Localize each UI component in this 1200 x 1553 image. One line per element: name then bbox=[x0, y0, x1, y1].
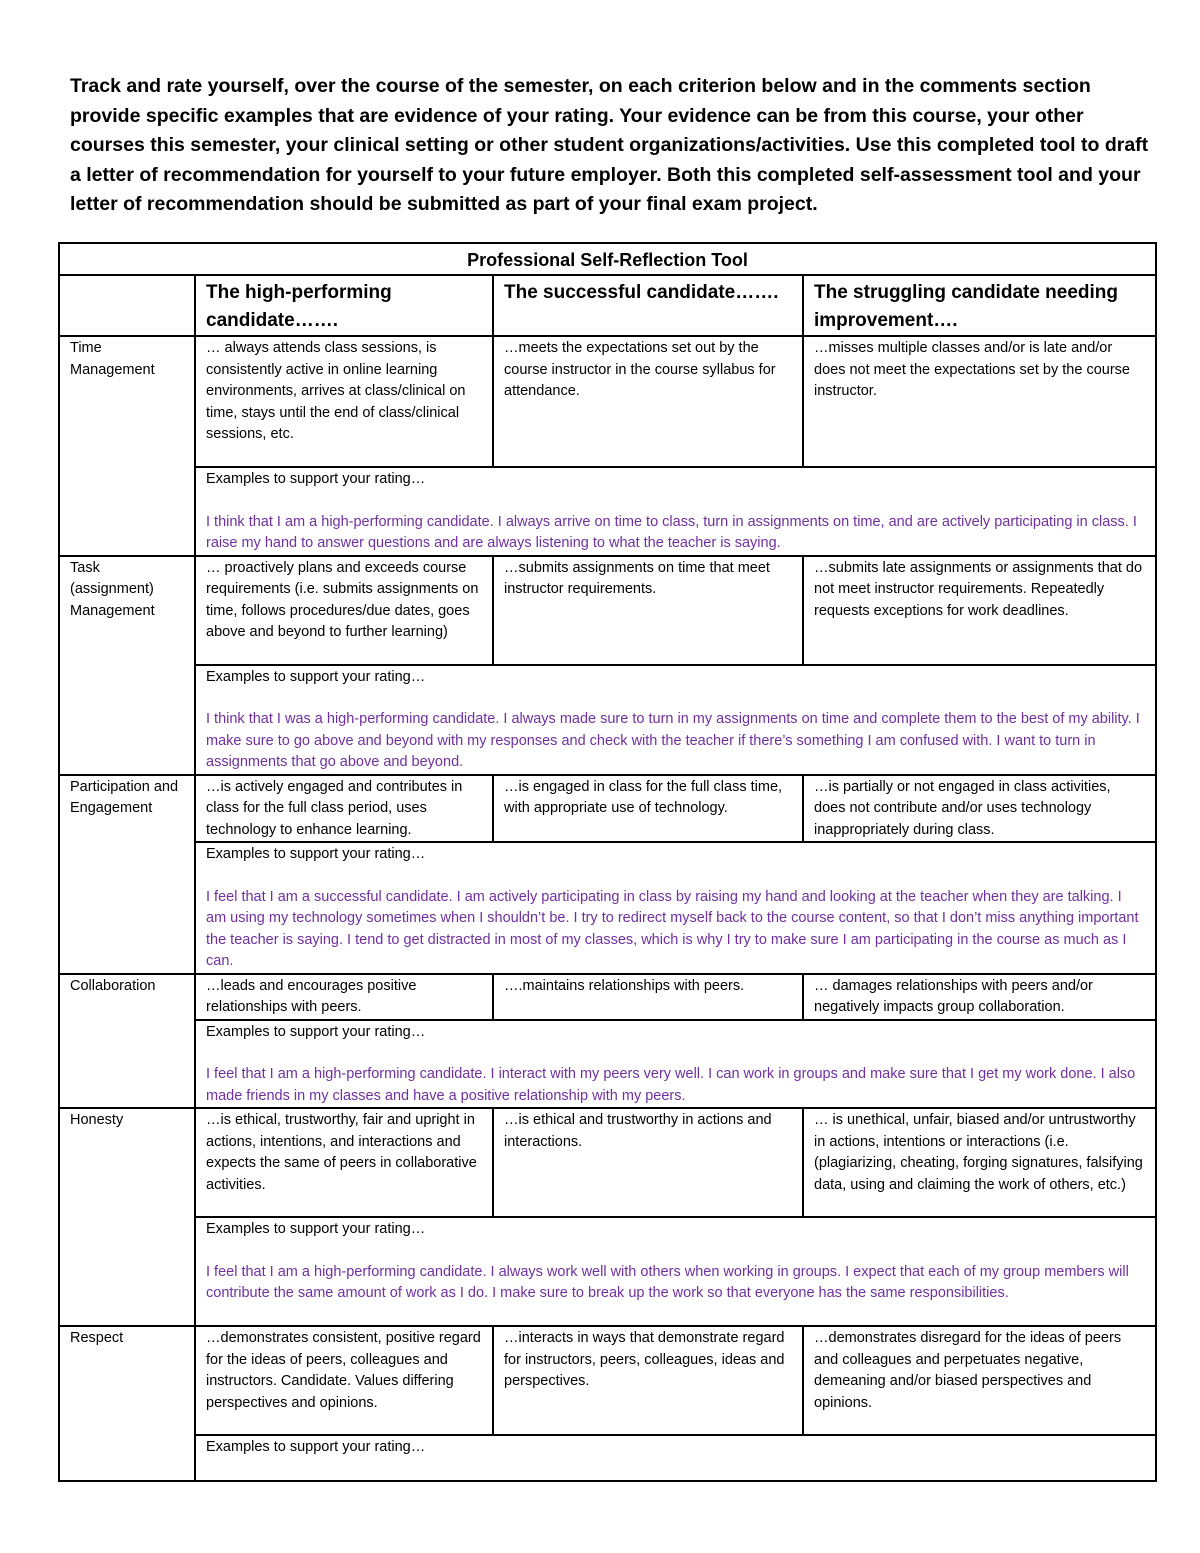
criterion-continuation bbox=[59, 1217, 195, 1326]
examples-cell bbox=[195, 1435, 1156, 1481]
table-row bbox=[59, 1326, 1156, 1435]
criterion-label: Honesty bbox=[59, 1108, 195, 1217]
struggling-description: …is partially or not engaged in class activities, does not contribute and/or uses technology inappropriately during class. bbox=[803, 775, 1156, 843]
instructions-paragraph: Track and rate yourself, over the course of the semester, on each criterion below and in the comments section provide specific examples that are evidence of your rating. Your evidence can be from this course, your other courses this semester, your clinical setting or other student organizations/activities. Use this completed tool to draft a letter of recommendation for yourself to your future employer. Both this completed self-assessment tool and your letter of recommendation should be submitted as part of your final exam project. bbox=[70, 75, 1149, 215]
table-row bbox=[59, 336, 1156, 467]
table-row bbox=[59, 974, 1156, 1020]
examples-label: Examples to support your rating… bbox=[206, 471, 426, 487]
successful-description: ….maintains relationships with peers. bbox=[493, 974, 803, 1020]
criterion-continuation bbox=[59, 842, 195, 974]
examples-cell bbox=[195, 467, 1156, 556]
criterion-continuation bbox=[59, 467, 195, 556]
examples-cell bbox=[195, 842, 1156, 974]
examples-cell bbox=[195, 665, 1156, 775]
header-high-performing: The high-performing candidate……. bbox=[195, 275, 493, 336]
criterion-continuation bbox=[59, 1435, 195, 1481]
header-blank bbox=[59, 275, 195, 336]
criterion-label: Respect bbox=[59, 1326, 195, 1435]
successful-description: …is engaged in class for the full class time, with appropriate use of technology. bbox=[493, 775, 803, 843]
high-performing-description: …is ethical, trustworthy, fair and upright in actions, intentions, and interactions and expects the same of peers in collaborative activities. bbox=[195, 1108, 493, 1217]
examples-row bbox=[59, 1020, 1156, 1109]
high-performing-description: … always attends class sessions, is consistently active in online learning environments, arrives at class/clinical on time, stays until the end of class/clinical sessions, etc. bbox=[195, 336, 493, 467]
examples-cell bbox=[195, 1020, 1156, 1109]
example-response: I feel that I am a high-performing candidate. I always work well with others when working in groups. I expect that each of my group members will contribute the same amount of work as I do. I make sure to break up the work so that everyone has the same responsibilities. bbox=[206, 1263, 1129, 1301]
header-struggling: The struggling candidate needing improvement…. bbox=[803, 275, 1156, 336]
high-performing-description: …demonstrates consistent, positive regard for the ideas of peers, colleagues and instructors. Candidate. Values differing perspectives and opinions. bbox=[195, 1326, 493, 1435]
struggling-description: …demonstrates disregard for the ideas of peers and colleagues and perpetuates negative, demeaning and/or biased perspectives and opinions. bbox=[803, 1326, 1156, 1435]
struggling-description: …submits late assignments or assignments that do not meet instructor requirements. Repeatedly requests exceptions for work deadlines. bbox=[803, 556, 1156, 665]
successful-description: …submits assignments on time that meet instructor requirements. bbox=[493, 556, 803, 665]
examples-label: Examples to support your rating… bbox=[206, 846, 426, 862]
criterion-label: Participation and Engagement bbox=[59, 775, 195, 843]
successful-description: …meets the expectations set out by the course instructor in the course syllabus for attendance. bbox=[493, 336, 803, 467]
criterion-label: Time Management bbox=[59, 336, 195, 467]
high-performing-description: …leads and encourages positive relationships with peers. bbox=[195, 974, 493, 1020]
examples-row bbox=[59, 1217, 1156, 1326]
successful-description: …interacts in ways that demonstrate regard for instructors, peers, colleagues, ideas and perspectives. bbox=[493, 1326, 803, 1435]
struggling-description: … is unethical, unfair, biased and/or untrustworthy in actions, intentions or interactions (i.e. (plagiarizing, cheating, forging signatures, falsifying data, using and claiming the work of others, etc.) bbox=[803, 1108, 1156, 1217]
examples-label: Examples to support your rating… bbox=[206, 668, 426, 685]
successful-description: …is ethical and trustworthy in actions and interactions. bbox=[493, 1108, 803, 1217]
examples-row bbox=[59, 842, 1156, 974]
examples-cell bbox=[195, 1217, 1156, 1326]
struggling-description: … damages relationships with peers and/or negatively impacts group collaboration. bbox=[803, 974, 1156, 1020]
examples-label: Examples to support your rating… bbox=[206, 1023, 426, 1040]
struggling-description: …misses multiple classes and/or is late and/or does not meet the expectations set by the course instructor. bbox=[803, 336, 1156, 467]
criterion-label: Task (assignment) Management bbox=[59, 556, 195, 665]
table-row bbox=[59, 1108, 1156, 1217]
table-row bbox=[59, 556, 1156, 665]
example-response: I think that I was a high-performing candidate. I always made sure to turn in my assignments on time and complete them to the best of my ability. I make sure to go above and beyond with my responses and check with the teacher if there’s something I am confused with. I want to turn in assignments that go above and beyond. bbox=[206, 711, 1140, 770]
examples-row bbox=[59, 467, 1156, 556]
table-row bbox=[59, 775, 1156, 843]
example-response: I feel that I am a high-performing candidate. I interact with my peers very well. I can work in groups and make sure that I get my work done. I also made friends in my classes and have a positive relationship with my peers. bbox=[206, 1066, 1136, 1104]
criterion-continuation bbox=[59, 665, 195, 775]
example-response: I feel that I am a successful candidate. I am actively participating in class by raising my hand and looking at the teacher when they are talking. I am using my technology sometimes when I shouldn’t be. I try to redirect myself back to the course content, so that I don’t miss anything important the teacher is saying. I tend to get distracted in most of my classes, which is why I try to make sure I am participating in the course as much as I can. bbox=[206, 888, 1139, 969]
high-performing-description: …is actively engaged and contributes in class for the full class period, uses technology to enhance learning. bbox=[195, 775, 493, 843]
examples-label: Examples to support your rating… bbox=[206, 1439, 426, 1455]
examples-label: Examples to support your rating… bbox=[206, 1221, 426, 1237]
criterion-label: Collaboration bbox=[59, 974, 195, 1020]
examples-row bbox=[59, 665, 1156, 775]
header-successful: The successful candidate……. bbox=[493, 275, 803, 336]
example-response: I think that I am a high-performing candidate. I always arrive on time to class, turn in assignments on time, and are actively participating in class. I raise my hand to answer questions and are always listening to what the teacher is saying. bbox=[206, 513, 1137, 551]
self-reflection-table bbox=[58, 242, 1157, 1482]
examples-row bbox=[59, 1435, 1156, 1481]
table-title: Professional Self-Reflection Tool bbox=[59, 243, 1156, 275]
high-performing-description: … proactively plans and exceeds course requirements (i.e. submits assignments on time, follows procedures/due dates, goes above and beyond to further learning) bbox=[195, 556, 493, 665]
criterion-continuation bbox=[59, 1020, 195, 1109]
